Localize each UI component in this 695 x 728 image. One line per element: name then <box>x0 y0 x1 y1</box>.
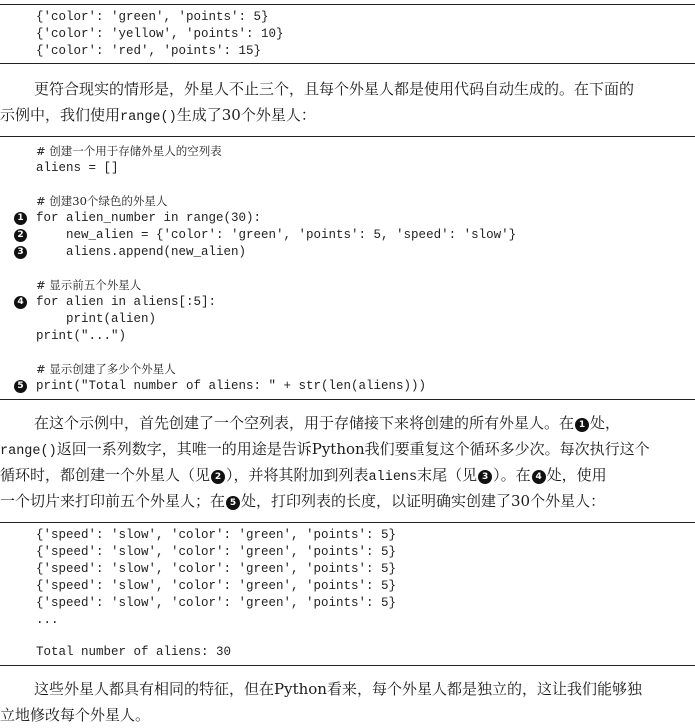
callout-marker-3: 3 <box>478 470 492 484</box>
paragraph-line: 更符合现实的情形是，外星人不止三个，且每个外星人都是使用代码自动生成的。在下面的 <box>34 80 635 98</box>
callout-marker-2: 2 <box>14 229 27 242</box>
code-block-create-aliens <box>0 136 695 400</box>
callout-marker-1: 1 <box>575 418 589 432</box>
code-comment-line: # 创建30个绿色的外星人 <box>36 194 168 209</box>
text-run: 在这个示例中，首先创建了一个空列表，用于存储接下来将创建的所有外星人。在 <box>34 414 575 432</box>
text-run: 示例中，我们使用 <box>0 106 121 124</box>
code-line: aliens.append(new_alien) <box>36 244 247 259</box>
callout-marker-5: 5 <box>226 496 240 510</box>
code-line: {'speed': 'slow', 'color': 'green', 'points': 5} <box>36 528 397 542</box>
code-line: Total number of aliens: 30 <box>36 645 232 659</box>
text-run: 末尾（见 <box>417 466 478 484</box>
code-line: {'color': 'green', 'points': 5} <box>36 10 269 24</box>
code-line: aliens = [] <box>36 160 119 175</box>
paragraph-line <box>0 488 695 514</box>
paragraph-line: 立地修改每个外星人。 <box>0 706 151 724</box>
paragraph-line <box>0 410 695 436</box>
inline-code: range() <box>0 444 57 459</box>
inline-code: range() <box>120 110 177 125</box>
code-line: {'color': 'yellow', 'points': 10} <box>36 27 284 41</box>
paragraph-explanation <box>0 410 695 514</box>
callout-marker-5: 5 <box>14 380 27 393</box>
text-run: 处，使用 <box>546 466 607 484</box>
code-line: {'speed': 'slow', 'color': 'green', 'points': 5} <box>36 562 397 576</box>
code-comment-line: # 显示前五个外星人 <box>36 278 142 293</box>
text-run: 一个切片来打印前五个外星人；在 <box>0 492 226 510</box>
callout-marker-3: 3 <box>14 246 27 259</box>
text-run: 生成了30个外星人： <box>176 106 316 124</box>
code-comment-line: # 显示创建了多少个外星人 <box>36 362 176 377</box>
paragraph-line <box>0 102 695 128</box>
paragraph-intro <box>0 76 695 128</box>
callout-marker-1: 1 <box>14 212 27 225</box>
code-comment-line: # 创建一个用于存储外星人的空列表 <box>36 144 222 158</box>
callout-marker-4: 4 <box>532 470 546 484</box>
code-line: ... <box>36 613 59 627</box>
inline-code: aliens <box>368 470 418 485</box>
code-line: new_alien = {'color': 'green', 'points': 5, 'speed': 'slow'} <box>36 228 517 242</box>
text-run: 处， <box>590 414 621 432</box>
callout-marker-4: 4 <box>14 296 27 309</box>
code-line: for alien_number in range(30): <box>36 211 262 226</box>
text-run: 循环时，都创建一个外星人（见 <box>0 466 211 484</box>
text-run: ）。在 <box>493 466 531 484</box>
code-block-output-colors <box>0 4 695 64</box>
paragraph-conclusion <box>0 676 695 728</box>
code-line: print(alien) <box>36 312 157 326</box>
paragraph-line <box>0 436 695 462</box>
code-line: print("Total number of aliens: " + str(len(aliens))) <box>36 379 427 394</box>
code-line: {'speed': 'slow', 'color': 'green', 'points': 5} <box>36 596 397 610</box>
text-run: ），并将其附加到列表 <box>226 466 369 484</box>
paragraph-line: 这些外星人都具有相同的特征，但在Python看来，每个外星人都是独立的，这让我们能够独 <box>34 680 642 698</box>
code-line: print("...") <box>36 328 127 343</box>
callout-marker-2: 2 <box>211 470 225 484</box>
code-line: for alien in aliens[:5]: <box>36 295 217 310</box>
text-run: 处，打印列表的长度，以证明确实创建了30个外星人： <box>241 492 606 510</box>
code-line: {'color': 'red', 'points': 15} <box>36 44 262 58</box>
paragraph-line <box>0 462 695 488</box>
code-line: {'speed': 'slow', 'color': 'green', 'points': 5} <box>36 579 397 593</box>
text-run: 返回一系列数字，其唯一的用途是告诉Python我们要重复这个循环多少次。每次执行这个 <box>56 440 650 458</box>
code-block-output-aliens <box>0 522 695 666</box>
code-line: {'speed': 'slow', 'color': 'green', 'points': 5} <box>36 545 397 559</box>
